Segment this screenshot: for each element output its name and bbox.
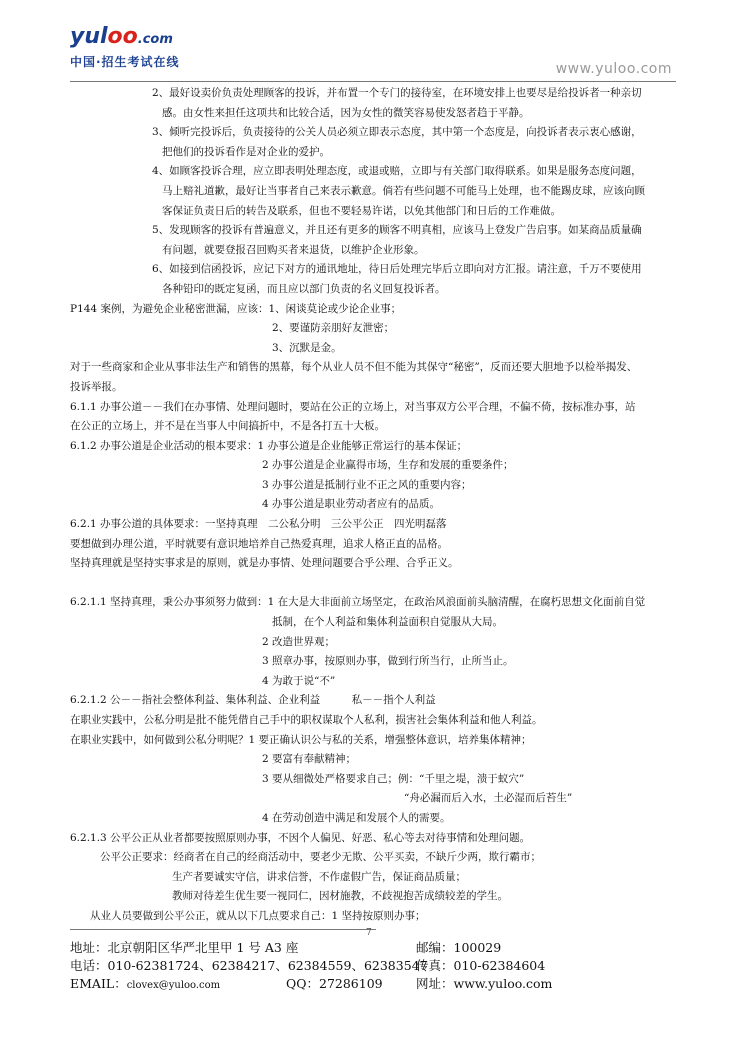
document-body — [70, 84, 682, 927]
text-line: 3、沉默是金。 — [272, 341, 342, 354]
page-number: 7 — [366, 928, 372, 938]
text-line: 投诉举报。 — [70, 380, 123, 393]
footer-email — [70, 975, 220, 995]
text-line: 3、倾听完投诉后，负责接待的公关人员必须立即表示态度，其中第一个态度是，向投诉者表示衷心感谢， — [152, 126, 642, 139]
text-line: 4 为敢于说“不” — [262, 674, 336, 687]
text-line: 6.2.1.2 公－－指社会整体利益、集体利益、企业利益 私－－指个人利益 — [70, 694, 436, 707]
text-line: 生产者要诚实守信，讲求信誉，不作虚假广告，保证商品质量； — [172, 870, 466, 883]
text-line: 4 在劳动创造中满足和发展个人的需要。 — [262, 811, 451, 824]
text-line: 从业人员要做到公平公正，就从以下几点要求自己：1 坚持按原则办事； — [90, 909, 426, 922]
header-divider — [70, 81, 676, 82]
footer-qq: QQ：27286109 — [286, 976, 383, 991]
text-line: 5、发现顾客的投诉有普遍意义，并且还有更多的顾客不明真相，应该马上登发广告启事。如某商品质量确 — [152, 224, 642, 237]
text-line: 对于一些商家和企业从事非法生产和销售的黑幕，每个从业人员不但不能为其保守“秘密”，反而还要大胆地予以检举揭发、 — [70, 361, 638, 374]
text-line: 在职业实践中，如何做到公私分明呢？1 要正确认识公与私的关系，增强整体意识，培养集体精神； — [70, 733, 532, 746]
text-line: 4 办事公道是职业劳动者应有的品质。 — [262, 498, 441, 511]
text-line: 2 要富有奉献精神； — [262, 753, 357, 766]
text-line: 公平公正要求：经商者在自己的经商活动中，要老少无欺、公平买卖，不缺斤少两，欺行霸市； — [100, 851, 541, 864]
footer-website[interactable]: 网址：www.yuloo.com — [416, 976, 553, 991]
footer-postcode: 邮编：100029 — [416, 940, 502, 955]
text-line: 6.2.1 办事公道的具体要求：一坚持真理 二公私分明 三公平公正 四光明磊落 — [70, 518, 447, 531]
text-line: 6.1.1 办事公道－－我们在办事情、处理问题时，要站在公正的立场上，对当事双方公平合理，不偏不倚，按标准办事，站 — [70, 400, 636, 413]
footer-row — [70, 975, 680, 993]
logo-wordmark: yuloo.com — [70, 24, 173, 49]
text-line: 教师对待差生优生要一视同仁，因材施教，不歧视抱苦成绩较差的学生。 — [172, 890, 508, 903]
footer-divider — [70, 929, 376, 930]
footer-email-label: EMAIL： — [70, 976, 127, 991]
text-line: 6.1.2 办事公道是企业活动的根本要求：1 办事公道是企业能够正常运行的基本保证； — [70, 439, 468, 452]
footer-email-link[interactable]: clovex@yuloo.com — [126, 980, 221, 991]
footer-phone: 电话：010-62381724、62384217、62384559、62383547 — [70, 958, 428, 973]
logo-subtitle: 中国·招生考试在线 — [70, 55, 180, 69]
text-line: 有问题，就要登报召回购买者来退货，以维护企业形象。 — [162, 243, 425, 256]
footer-fax: 传真：010-62384604 — [416, 958, 546, 973]
text-line: 在职业实践中，公私分明是批不能凭借自己手中的职权谋取个人私利，损害社会集体利益和他人利益。 — [70, 714, 543, 726]
blank-line — [70, 574, 682, 594]
text-line: 2 改造世界观； — [262, 635, 336, 648]
text-line: 2 办事公道是企业赢得市场，生存和发展的重要条件； — [262, 459, 514, 472]
page-footer — [70, 939, 680, 993]
text-line: 2、要谨防亲朋好友泄密； — [272, 322, 395, 335]
text-line: 3 照章办事，按原则办事，做到行所当行，止所当止。 — [262, 655, 514, 668]
text-line: 感。由女性来担任这项共和比较合适，因为女性的微笑容易使发怒者趋于平静。 — [162, 106, 530, 119]
yuloo-logo[interactable] — [70, 26, 180, 70]
text-line: 6.2.1.3 公平公正从业者都要按照原则办事，不因个人偏见、好恶、私心等去对待事情和处理问题。 — [70, 831, 531, 844]
text-line: 把他们的投诉看作是对企业的爱护。 — [162, 145, 330, 158]
footer-address: 地址：北京朝阳区华严北里甲 1 号 A3 座 — [70, 940, 299, 955]
text-line: 各种铅印的既定复函，而且应以部门负责的名义回复投诉者。 — [162, 282, 446, 295]
footer-row — [70, 957, 680, 975]
text-line: 6、如接到信函投诉，应记下对方的通讯地址，待日后处理完毕后立即向对方汇报。请注意，千万不要使用 — [152, 263, 642, 276]
footer-row — [70, 939, 680, 957]
text-line: 坚持真理就是坚持实事求是的原则，就是办事情、处理问题要合乎公理、合乎正义。 — [70, 557, 459, 570]
text-line: 2、最好设卖价负责处理顾客的投诉，并布置一个专门的接待室，在环境安排上也要尽是给投诉者一种亲切 — [152, 87, 642, 99]
text-line: 3 办事公道是抵制行业不正之风的重要内容； — [262, 478, 472, 491]
text-line: 要想做到办理公道，平时就要有意识地培养自己热爱真理，追求人格正直的品格。 — [70, 537, 448, 550]
text-line: 4、如顾客投诉合理，应立即表明处理态度，或退或赔，立即与有关部门取得联系。如果是服务态度问题， — [152, 165, 642, 178]
text-line: 抵制，在个人利益和集体利益面积自觉服从大局。 — [272, 616, 503, 629]
text-line: 客保证负责日后的转告及联系，但也不要轻易许诺，以免其他部门和日后的工作难做。 — [162, 204, 561, 217]
header-site-url: www.yuloo.com — [555, 61, 672, 77]
page-header — [0, 0, 744, 80]
text-line: 在公正的立场上，并不是在当事人中间搞折中，不是各打五十大板。 — [70, 420, 385, 433]
text-line: 马上赔礼道歉，最好让当事者自己来表示歉意。倘若有些问题不可能马上处理，也不能踢皮球，应该向顾 — [162, 184, 645, 197]
text-line: 3 要从细微处严格要求自己；例：“千里之堤，溃于蚁穴” — [262, 772, 525, 785]
text-line: “舟必漏而后入水，土必湿而后苔生” — [404, 792, 573, 805]
text-line: 6.2.1.1 坚持真理，秉公办事须努力做到：1 在大是大非面前立场坚定，在政治风浪面前头脑清醒，在腐朽思想文化面前自觉 — [70, 596, 646, 609]
text-line: P144 案例，为避免企业秘密泄漏，应该：1、闲谈莫论或少论企业事； — [70, 302, 402, 315]
